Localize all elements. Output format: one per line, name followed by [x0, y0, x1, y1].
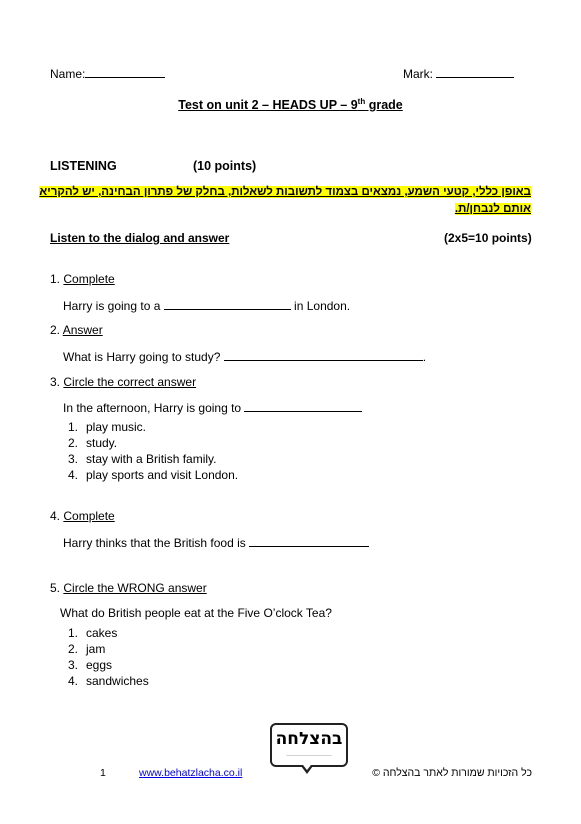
question-4-heading: [50, 509, 115, 523]
question-type: Complete: [63, 272, 115, 286]
answer-blank[interactable]: [224, 349, 423, 361]
question-text-after: in London.: [290, 299, 351, 313]
title-sup: th: [357, 97, 366, 106]
option-text: play music.: [86, 420, 147, 434]
option-item[interactable]: [68, 451, 238, 467]
option-text: cakes: [86, 626, 118, 640]
question-text: Harry thinks that the British food is: [63, 536, 250, 550]
title-suffix: grade: [365, 98, 403, 113]
question-text: What do British people eat at the Five O’clock Tea?: [60, 606, 332, 620]
name-label: Name:: [50, 67, 86, 81]
question-number: 3.: [50, 375, 61, 389]
question-text-after: .: [422, 350, 427, 364]
question-type: Answer: [62, 323, 103, 337]
question-number: 5.: [50, 581, 61, 595]
instruction-text: Listen to the dialog and answer: [50, 231, 230, 245]
question-text: What is Harry going to study?: [63, 350, 224, 364]
question-3-options: [68, 419, 238, 483]
behatzlacha-logo: [270, 723, 348, 767]
question-1-body: [63, 298, 350, 313]
question-number: 2.: [50, 323, 61, 337]
option-number: 4.: [68, 674, 79, 688]
option-text: study.: [86, 436, 118, 450]
section-name: LISTENING: [50, 159, 117, 173]
question-1-heading: [50, 272, 115, 286]
question-3-heading: [50, 375, 196, 389]
question-5-heading: [50, 581, 207, 595]
question-type: Complete: [63, 509, 115, 523]
option-number: 2.: [68, 436, 79, 450]
logo-speech-tail-inner: [303, 765, 311, 770]
option-number: 1.: [68, 626, 79, 640]
title-text: Test on unit 2 – HEADS UP – 9: [178, 98, 358, 113]
teacher-note-2: [455, 203, 531, 215]
question-text: In the afternoon, Harry is going to: [63, 401, 245, 415]
option-item[interactable]: [68, 419, 238, 435]
logo-text: בהצלחה: [275, 729, 343, 749]
option-item[interactable]: [68, 657, 149, 673]
page-number: 1: [100, 767, 106, 779]
name-blank[interactable]: [85, 66, 165, 78]
option-number: 4.: [68, 468, 79, 482]
option-item[interactable]: [68, 641, 149, 657]
option-item[interactable]: [68, 673, 149, 689]
answer-blank[interactable]: [244, 400, 362, 412]
question-type: Circle the WRONG answer: [63, 581, 207, 595]
copyright-text: כל הזכויות שמורות לאתר בהצלחה ©: [372, 767, 532, 779]
option-text: eggs: [86, 658, 113, 672]
mark-field-row: [403, 66, 514, 81]
instruction-points: (2x5=10 points): [444, 231, 532, 245]
question-number: 4.: [50, 509, 61, 523]
option-text: sandwiches: [86, 674, 149, 688]
question-text: Harry is going to a: [63, 299, 164, 313]
question-4-body: [63, 535, 369, 550]
answer-blank[interactable]: [164, 298, 291, 310]
question-number: 1.: [50, 272, 61, 286]
option-item[interactable]: [68, 625, 149, 641]
teacher-note-line1: באופן כללי, קטעי השמע, נמצאים בצמוד לתשובות לשאלות, בחלק של פתרון הבחינה, יש להקריא: [39, 186, 531, 198]
answer-blank[interactable]: [249, 535, 369, 547]
option-number: 1.: [68, 420, 79, 434]
question-5-options: [68, 625, 149, 689]
option-text: play sports and visit London.: [86, 468, 239, 482]
teacher-note-line2: אותם לנבחן/ת.: [454, 203, 531, 215]
logo-subline: ────────────────: [286, 753, 332, 758]
option-text: stay with a British family.: [86, 452, 217, 466]
name-field-row: [50, 66, 165, 81]
option-item[interactable]: [68, 435, 238, 451]
option-item[interactable]: [68, 467, 238, 483]
site-link[interactable]: www.behatzlacha.co.il: [139, 767, 243, 779]
page-title: [0, 97, 581, 112]
question-5-body: [60, 606, 332, 620]
question-2-body: [63, 349, 426, 364]
option-number: 3.: [68, 452, 79, 466]
question-2-heading: [50, 323, 103, 337]
mark-blank[interactable]: [436, 66, 514, 78]
option-number: 2.: [68, 642, 79, 656]
mark-label: Mark:: [403, 67, 433, 81]
question-type: Circle the correct answer: [63, 375, 197, 389]
option-number: 3.: [68, 658, 79, 672]
teacher-note: [39, 186, 531, 198]
option-text: jam: [86, 642, 106, 656]
question-3-body: [63, 400, 362, 415]
section-points: (10 points): [193, 159, 257, 173]
